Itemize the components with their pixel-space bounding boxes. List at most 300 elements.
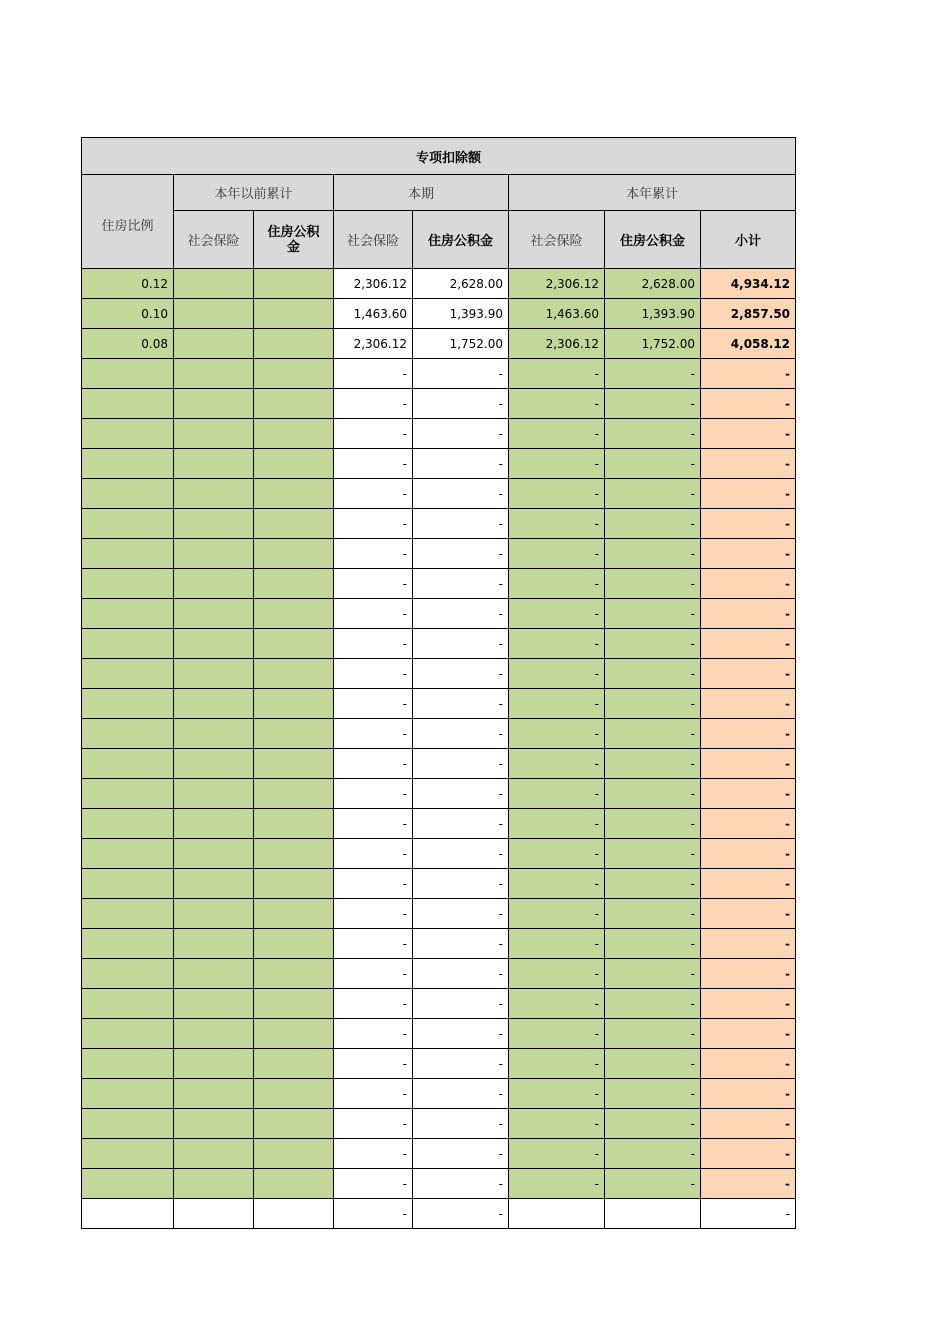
subtotal-cell[interactable]: -	[701, 1169, 796, 1199]
prior-housing-fund-cell[interactable]	[254, 1199, 334, 1229]
current-housing-fund-cell[interactable]: -	[413, 779, 509, 809]
current-social-insurance-cell[interactable]: -	[334, 779, 413, 809]
table-title: 专项扣除额	[82, 138, 796, 175]
subtotal-cell[interactable]: -	[701, 809, 796, 839]
subtotal-cell[interactable]: -	[701, 449, 796, 479]
ytd-social-insurance-cell[interactable]: -	[509, 1169, 605, 1199]
subtotal-cell[interactable]: 4,934.12	[701, 269, 796, 299]
current-housing-fund-cell[interactable]: -	[413, 359, 509, 389]
ytd-housing-fund-cell[interactable]: 1,752.00	[605, 329, 701, 359]
subtotal-cell[interactable]: -	[701, 959, 796, 989]
ytd-social-insurance-cell[interactable]: -	[509, 569, 605, 599]
ytd-social-insurance-cell[interactable]: 2,306.12	[509, 329, 605, 359]
current-social-insurance-cell[interactable]: -	[334, 539, 413, 569]
table-row	[82, 989, 796, 1019]
ytd-housing-fund-cell[interactable]: -	[605, 1079, 701, 1109]
housing-ratio-cell[interactable]	[82, 1049, 174, 1079]
current-social-insurance-cell[interactable]: -	[334, 989, 413, 1019]
prior-housing-fund-cell[interactable]	[254, 719, 334, 749]
current-social-insurance-cell[interactable]: -	[334, 719, 413, 749]
table-row-last	[82, 1199, 796, 1229]
ytd-housing-fund-cell[interactable]: -	[605, 869, 701, 899]
current-housing-fund-cell[interactable]: -	[413, 539, 509, 569]
table-row	[82, 329, 796, 359]
ytd-social-insurance-cell[interactable]: -	[509, 1019, 605, 1049]
ytd-social-insurance-header: 社会保险	[509, 211, 605, 269]
prior-social-insurance-cell[interactable]	[174, 1199, 254, 1229]
prior-social-insurance-cell[interactable]	[174, 569, 254, 599]
group-header-current: 本期	[334, 175, 509, 211]
current-social-insurance-cell[interactable]: -	[334, 1169, 413, 1199]
ytd-housing-fund-cell[interactable]: -	[605, 419, 701, 449]
subtotal-cell[interactable]: -	[701, 749, 796, 779]
housing-ratio-cell[interactable]	[82, 1199, 174, 1229]
prior-social-insurance-cell[interactable]	[174, 719, 254, 749]
subtotal-cell[interactable]: -	[701, 779, 796, 809]
subtotal-cell[interactable]: 2,857.50	[701, 299, 796, 329]
current-housing-fund-cell[interactable]: -	[413, 419, 509, 449]
current-social-insurance-cell[interactable]: -	[334, 809, 413, 839]
subtotal-cell[interactable]: -	[701, 539, 796, 569]
ytd-housing-fund-cell[interactable]: -	[605, 899, 701, 929]
ytd-housing-fund-cell[interactable]: -	[605, 509, 701, 539]
ytd-housing-fund-cell[interactable]: -	[605, 959, 701, 989]
housing-ratio-cell[interactable]	[82, 1169, 174, 1199]
prior-social-insurance-cell[interactable]	[174, 1169, 254, 1199]
housing-ratio-cell[interactable]	[82, 569, 174, 599]
housing-ratio-cell[interactable]	[82, 1139, 174, 1169]
table-row	[82, 509, 796, 539]
current-social-insurance-cell[interactable]: -	[334, 839, 413, 869]
prior-housing-fund-cell[interactable]	[254, 269, 334, 299]
housing-ratio-cell[interactable]	[82, 599, 174, 629]
housing-ratio-cell[interactable]	[82, 719, 174, 749]
table-row	[82, 479, 796, 509]
table-row	[82, 1169, 796, 1199]
current-social-insurance-cell[interactable]: -	[334, 1109, 413, 1139]
subtotal-cell[interactable]: -	[701, 359, 796, 389]
table-row	[82, 1049, 796, 1079]
subtotal-cell[interactable]: -	[701, 389, 796, 419]
housing-ratio-cell[interactable]	[82, 989, 174, 1019]
housing-ratio-cell[interactable]	[82, 749, 174, 779]
ytd-housing-fund-cell[interactable]: -	[605, 1019, 701, 1049]
prior-housing-fund-cell[interactable]	[254, 599, 334, 629]
ytd-housing-fund-cell[interactable]: -	[605, 689, 701, 719]
table-row	[82, 599, 796, 629]
prior-social-insurance-cell[interactable]	[174, 929, 254, 959]
prior-housing-fund-cell[interactable]	[254, 1139, 334, 1169]
prior-housing-fund-cell[interactable]	[254, 1109, 334, 1139]
ytd-social-insurance-cell[interactable]: -	[509, 1109, 605, 1139]
subtotal-cell[interactable]: -	[701, 419, 796, 449]
current-housing-fund-cell[interactable]: -	[413, 659, 509, 689]
ytd-social-insurance-cell[interactable]: -	[509, 629, 605, 659]
current-housing-fund-cell[interactable]: -	[413, 569, 509, 599]
ytd-housing-fund-cell[interactable]: -	[605, 659, 701, 689]
prior-social-insurance-cell[interactable]	[174, 329, 254, 359]
current-housing-fund-cell[interactable]: -	[413, 1019, 509, 1049]
prior-social-insurance-cell[interactable]	[174, 659, 254, 689]
ytd-housing-fund-cell[interactable]: -	[605, 539, 701, 569]
prior-social-insurance-cell[interactable]	[174, 1109, 254, 1139]
ytd-social-insurance-cell[interactable]: -	[509, 359, 605, 389]
prior-social-insurance-cell[interactable]	[174, 1139, 254, 1169]
current-social-insurance-cell[interactable]: 1,463.60	[334, 299, 413, 329]
housing-ratio-cell[interactable]	[82, 1079, 174, 1109]
current-social-insurance-cell[interactable]: -	[334, 869, 413, 899]
prior-housing-fund-cell[interactable]	[254, 989, 334, 1019]
current-housing-fund-cell[interactable]: -	[413, 719, 509, 749]
housing-ratio-header: 住房比例	[82, 175, 174, 269]
current-housing-fund-cell[interactable]: -	[413, 629, 509, 659]
current-housing-fund-cell[interactable]: -	[413, 479, 509, 509]
prior-social-insurance-cell[interactable]	[174, 479, 254, 509]
ytd-housing-fund-cell[interactable]: -	[605, 1049, 701, 1079]
current-housing-fund-cell[interactable]: -	[413, 1049, 509, 1079]
subtotal-header: 小计	[701, 211, 796, 269]
table-row	[82, 689, 796, 719]
ytd-housing-fund-cell[interactable]: -	[605, 749, 701, 779]
current-social-insurance-cell[interactable]: -	[334, 929, 413, 959]
table-row	[82, 449, 796, 479]
current-social-insurance-cell[interactable]: -	[334, 419, 413, 449]
current-housing-fund-cell[interactable]: -	[413, 689, 509, 719]
housing-ratio-cell[interactable]	[82, 479, 174, 509]
ytd-housing-fund-cell[interactable]: -	[605, 719, 701, 749]
table-row	[82, 419, 796, 449]
ytd-housing-fund-cell[interactable]: -	[605, 929, 701, 959]
current-social-insurance-cell[interactable]: -	[334, 1019, 413, 1049]
prior-social-insurance-cell[interactable]	[174, 359, 254, 389]
current-social-insurance-cell[interactable]: -	[334, 389, 413, 419]
prior-social-insurance-header: 社会保险	[174, 211, 254, 269]
housing-ratio-cell[interactable]	[82, 959, 174, 989]
prior-housing-fund-cell[interactable]	[254, 389, 334, 419]
group-header-prior: 本年以前累计	[174, 175, 334, 211]
ytd-social-insurance-cell[interactable]: -	[509, 479, 605, 509]
prior-housing-fund-cell[interactable]	[254, 509, 334, 539]
ytd-social-insurance-cell[interactable]: -	[509, 1139, 605, 1169]
prior-housing-fund-cell[interactable]	[254, 1049, 334, 1079]
housing-ratio-cell[interactable]	[82, 1019, 174, 1049]
prior-social-insurance-cell[interactable]	[174, 419, 254, 449]
current-housing-fund-cell[interactable]: -	[413, 899, 509, 929]
ytd-housing-fund-header: 住房公积金	[605, 211, 701, 269]
table-row	[82, 929, 796, 959]
housing-ratio-cell[interactable]	[82, 869, 174, 899]
subtotal-cell[interactable]: -	[701, 869, 796, 899]
prior-social-insurance-cell[interactable]	[174, 959, 254, 989]
prior-housing-fund-cell[interactable]	[254, 1019, 334, 1049]
current-social-insurance-cell[interactable]: -	[334, 509, 413, 539]
subtotal-cell[interactable]: -	[701, 1049, 796, 1079]
prior-housing-fund-cell[interactable]	[254, 629, 334, 659]
ytd-housing-fund-cell[interactable]: -	[605, 779, 701, 809]
prior-housing-fund-cell[interactable]	[254, 299, 334, 329]
current-social-insurance-cell[interactable]: -	[334, 689, 413, 719]
housing-ratio-cell[interactable]	[82, 779, 174, 809]
housing-ratio-cell[interactable]	[82, 839, 174, 869]
ytd-social-insurance-cell[interactable]: -	[509, 1049, 605, 1079]
ytd-housing-fund-cell[interactable]: -	[605, 629, 701, 659]
subtotal-cell[interactable]: -	[701, 989, 796, 1019]
ytd-social-insurance-cell[interactable]: -	[509, 509, 605, 539]
ytd-social-insurance-cell[interactable]: -	[509, 839, 605, 869]
ytd-social-insurance-cell[interactable]: -	[509, 539, 605, 569]
subtotal-cell[interactable]: -	[701, 569, 796, 599]
group-header-ytd: 本年累计	[509, 175, 796, 211]
current-housing-fund-cell[interactable]: -	[413, 869, 509, 899]
ytd-social-insurance-cell[interactable]: -	[509, 599, 605, 629]
table-row	[82, 1139, 796, 1169]
prior-housing-fund-header	[254, 211, 334, 269]
prior-social-insurance-cell[interactable]	[174, 779, 254, 809]
current-housing-fund-cell[interactable]: -	[413, 929, 509, 959]
prior-social-insurance-cell[interactable]	[174, 599, 254, 629]
housing-ratio-cell[interactable]	[82, 1109, 174, 1139]
current-housing-fund-cell[interactable]: -	[413, 959, 509, 989]
current-social-insurance-cell[interactable]: -	[334, 899, 413, 929]
prior-social-insurance-cell[interactable]	[174, 1019, 254, 1049]
ytd-social-insurance-cell[interactable]: -	[509, 689, 605, 719]
current-housing-fund-cell[interactable]: -	[413, 1199, 509, 1229]
housing-ratio-cell[interactable]	[82, 539, 174, 569]
table-row	[82, 269, 796, 299]
ytd-housing-fund-cell[interactable]: 2,628.00	[605, 269, 701, 299]
table-row	[82, 299, 796, 329]
table-row	[82, 839, 796, 869]
current-housing-fund-cell[interactable]: -	[413, 1079, 509, 1109]
ytd-social-insurance-cell[interactable]: -	[509, 659, 605, 689]
prior-social-insurance-cell[interactable]	[174, 509, 254, 539]
prior-housing-fund-cell[interactable]	[254, 569, 334, 599]
subtotal-cell[interactable]: -	[701, 689, 796, 719]
housing-ratio-cell[interactable]	[82, 809, 174, 839]
prior-social-insurance-cell[interactable]	[174, 899, 254, 929]
housing-ratio-cell[interactable]	[82, 899, 174, 929]
current-housing-fund-cell[interactable]: -	[413, 599, 509, 629]
current-housing-fund-cell[interactable]: -	[413, 749, 509, 779]
subtotal-cell[interactable]: -	[701, 659, 796, 689]
table-row	[82, 569, 796, 599]
subtotal-cell[interactable]: -	[701, 599, 796, 629]
ytd-housing-fund-cell[interactable]: -	[605, 569, 701, 599]
current-social-insurance-cell[interactable]: -	[334, 599, 413, 629]
ytd-social-insurance-cell[interactable]: -	[509, 1079, 605, 1109]
current-social-insurance-cell[interactable]: 2,306.12	[334, 269, 413, 299]
housing-ratio-cell[interactable]	[82, 689, 174, 719]
prior-social-insurance-cell[interactable]	[174, 749, 254, 779]
current-social-insurance-cell[interactable]: -	[334, 1139, 413, 1169]
current-social-insurance-cell[interactable]: 2,306.12	[334, 329, 413, 359]
subtotal-cell[interactable]: -	[701, 1199, 796, 1229]
current-housing-fund-cell[interactable]: 1,393.90	[413, 299, 509, 329]
current-social-insurance-cell[interactable]: -	[334, 1049, 413, 1079]
housing-ratio-cell[interactable]	[82, 449, 174, 479]
housing-ratio-cell[interactable]	[82, 419, 174, 449]
current-housing-fund-cell[interactable]: -	[413, 449, 509, 479]
ytd-housing-fund-cell[interactable]: 1,393.90	[605, 299, 701, 329]
ytd-social-insurance-cell[interactable]: -	[509, 749, 605, 779]
table-row	[82, 719, 796, 749]
prior-social-insurance-cell[interactable]	[174, 869, 254, 899]
current-social-insurance-cell[interactable]: -	[334, 1079, 413, 1109]
subtotal-cell[interactable]: -	[701, 629, 796, 659]
ytd-social-insurance-cell[interactable]: -	[509, 869, 605, 899]
prior-housing-fund-cell[interactable]	[254, 1169, 334, 1199]
current-housing-fund-cell[interactable]: -	[413, 1109, 509, 1139]
ytd-social-insurance-cell[interactable]: -	[509, 929, 605, 959]
current-social-insurance-cell[interactable]: -	[334, 569, 413, 599]
ytd-social-insurance-cell[interactable]: -	[509, 959, 605, 989]
ytd-social-insurance-cell[interactable]: -	[509, 899, 605, 929]
prior-housing-fund-cell[interactable]	[254, 1079, 334, 1109]
ytd-social-insurance-cell[interactable]: 1,463.60	[509, 299, 605, 329]
ytd-housing-fund-cell[interactable]: -	[605, 479, 701, 509]
table-row	[82, 869, 796, 899]
current-housing-fund-cell[interactable]: -	[413, 1169, 509, 1199]
prior-housing-fund-cell[interactable]	[254, 899, 334, 929]
ytd-social-insurance-cell[interactable]: -	[509, 989, 605, 1019]
subtotal-cell[interactable]: -	[701, 719, 796, 749]
subtotal-cell[interactable]: -	[701, 1079, 796, 1109]
ytd-social-insurance-cell[interactable]: -	[509, 719, 605, 749]
housing-ratio-cell[interactable]	[82, 659, 174, 689]
prior-housing-fund-cell[interactable]	[254, 479, 334, 509]
current-housing-fund-cell[interactable]: -	[413, 809, 509, 839]
housing-ratio-cell[interactable]: 0.12	[82, 269, 174, 299]
ytd-social-insurance-cell[interactable]: -	[509, 389, 605, 419]
prior-housing-fund-cell[interactable]	[254, 929, 334, 959]
ytd-social-insurance-cell[interactable]: -	[509, 779, 605, 809]
table-row	[82, 1019, 796, 1049]
current-housing-fund-cell[interactable]: 2,628.00	[413, 269, 509, 299]
prior-housing-fund-cell[interactable]	[254, 329, 334, 359]
current-social-insurance-cell[interactable]: -	[334, 1199, 413, 1229]
prior-housing-fund-cell[interactable]	[254, 419, 334, 449]
housing-ratio-cell[interactable]	[82, 359, 174, 389]
prior-social-insurance-cell[interactable]	[174, 299, 254, 329]
ytd-social-insurance-cell[interactable]: -	[509, 419, 605, 449]
current-housing-fund-cell[interactable]: -	[413, 509, 509, 539]
ytd-social-insurance-cell[interactable]: -	[509, 449, 605, 479]
housing-ratio-cell[interactable]	[82, 629, 174, 659]
housing-ratio-cell[interactable]: 0.08	[82, 329, 174, 359]
current-housing-fund-cell[interactable]: -	[413, 389, 509, 419]
current-social-insurance-cell[interactable]: -	[334, 479, 413, 509]
ytd-housing-fund-cell[interactable]: -	[605, 599, 701, 629]
prior-housing-fund-cell[interactable]	[254, 839, 334, 869]
current-social-insurance-cell[interactable]: -	[334, 659, 413, 689]
table-row	[82, 539, 796, 569]
table-row	[82, 809, 796, 839]
prior-housing-fund-cell[interactable]	[254, 359, 334, 389]
subtotal-cell[interactable]: -	[701, 929, 796, 959]
prior-social-insurance-cell[interactable]	[174, 449, 254, 479]
current-housing-fund-cell[interactable]: -	[413, 839, 509, 869]
prior-housing-fund-cell[interactable]	[254, 659, 334, 689]
subtotal-cell[interactable]: -	[701, 479, 796, 509]
ytd-housing-fund-cell[interactable]: -	[605, 839, 701, 869]
housing-ratio-cell[interactable]	[82, 509, 174, 539]
ytd-housing-fund-cell[interactable]: -	[605, 359, 701, 389]
subtotal-cell[interactable]: -	[701, 1109, 796, 1139]
table-row	[82, 1079, 796, 1109]
current-social-insurance-cell[interactable]: -	[334, 449, 413, 479]
ytd-social-insurance-cell[interactable]: -	[509, 809, 605, 839]
subtotal-cell[interactable]: -	[701, 509, 796, 539]
current-social-insurance-cell[interactable]: -	[334, 359, 413, 389]
current-housing-fund-header: 住房公积金	[413, 211, 509, 269]
prior-housing-fund-cell[interactable]	[254, 449, 334, 479]
prior-social-insurance-cell[interactable]	[174, 839, 254, 869]
current-housing-fund-cell[interactable]: 1,752.00	[413, 329, 509, 359]
housing-ratio-cell[interactable]	[82, 929, 174, 959]
subtotal-cell[interactable]: -	[701, 899, 796, 929]
prior-housing-fund-cell[interactable]	[254, 869, 334, 899]
prior-social-insurance-cell[interactable]	[174, 539, 254, 569]
ytd-housing-fund-cell[interactable]	[605, 1199, 701, 1229]
prior-housing-fund-header-text: 住房公积 金	[267, 224, 320, 255]
ytd-housing-fund-cell[interactable]: -	[605, 1109, 701, 1139]
table-row	[82, 779, 796, 809]
prior-housing-fund-cell[interactable]	[254, 539, 334, 569]
housing-ratio-cell[interactable]: 0.10	[82, 299, 174, 329]
subtotal-cell[interactable]: 4,058.12	[701, 329, 796, 359]
ytd-housing-fund-cell[interactable]: -	[605, 1139, 701, 1169]
ytd-social-insurance-cell[interactable]: 2,306.12	[509, 269, 605, 299]
current-social-insurance-cell[interactable]: -	[334, 629, 413, 659]
current-social-insurance-cell[interactable]: -	[334, 959, 413, 989]
prior-social-insurance-cell[interactable]	[174, 1079, 254, 1109]
ytd-housing-fund-cell[interactable]: -	[605, 989, 701, 1019]
ytd-housing-fund-cell[interactable]: -	[605, 1169, 701, 1199]
prior-social-insurance-cell[interactable]	[174, 809, 254, 839]
housing-ratio-cell[interactable]	[82, 389, 174, 419]
current-housing-fund-cell[interactable]: -	[413, 989, 509, 1019]
prior-housing-fund-cell[interactable]	[254, 809, 334, 839]
prior-housing-fund-cell[interactable]	[254, 749, 334, 779]
prior-social-insurance-cell[interactable]	[174, 1049, 254, 1079]
prior-housing-fund-cell[interactable]	[254, 689, 334, 719]
current-social-insurance-header: 社会保险	[334, 211, 413, 269]
subtotal-cell[interactable]: -	[701, 839, 796, 869]
current-housing-fund-cell[interactable]: -	[413, 1139, 509, 1169]
prior-social-insurance-cell[interactable]	[174, 269, 254, 299]
subtotal-cell[interactable]: -	[701, 1139, 796, 1169]
ytd-housing-fund-cell[interactable]: -	[605, 449, 701, 479]
table-row	[82, 959, 796, 989]
table-row	[82, 749, 796, 779]
ytd-social-insurance-cell[interactable]	[509, 1199, 605, 1229]
subtotal-cell[interactable]: -	[701, 1019, 796, 1049]
ytd-housing-fund-cell[interactable]: -	[605, 389, 701, 419]
prior-housing-fund-cell[interactable]	[254, 779, 334, 809]
prior-housing-fund-cell[interactable]	[254, 959, 334, 989]
deduction-table	[81, 137, 796, 1229]
prior-social-insurance-cell[interactable]	[174, 629, 254, 659]
prior-social-insurance-cell[interactable]	[174, 689, 254, 719]
prior-social-insurance-cell[interactable]	[174, 989, 254, 1019]
table-row	[82, 629, 796, 659]
current-social-insurance-cell[interactable]: -	[334, 749, 413, 779]
ytd-housing-fund-cell[interactable]: -	[605, 809, 701, 839]
table-row	[82, 659, 796, 689]
table-row	[82, 899, 796, 929]
table-row	[82, 359, 796, 389]
prior-social-insurance-cell[interactable]	[174, 389, 254, 419]
